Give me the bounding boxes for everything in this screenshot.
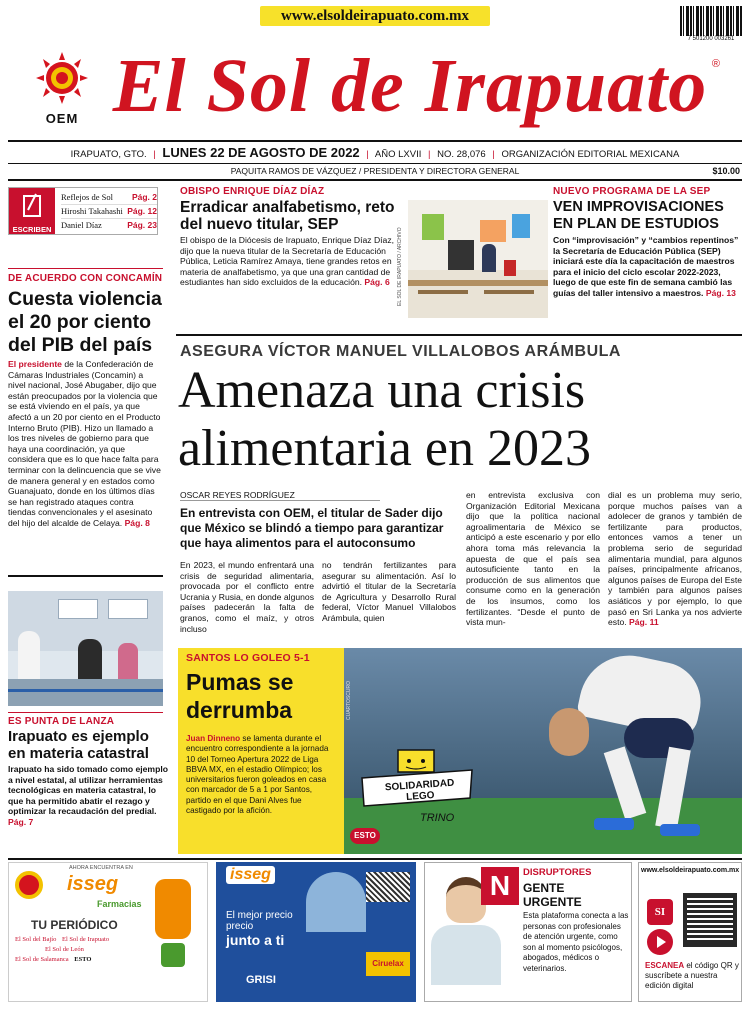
catastral-article[interactable] bbox=[8, 716, 168, 851]
director: PAQUITA RAMOS DE VÁZQUEZ / PRESIDENTA Y DIRECTORA GENERAL bbox=[230, 166, 520, 176]
url-text: www.elsoldeirapuato.com.mx bbox=[281, 8, 469, 24]
org: ORGANIZACIÓN EDITORIAL MEXICANA bbox=[501, 149, 680, 160]
obispo-kicker: OBISPO ENRIQUE DÍAZ DÍAZ bbox=[180, 186, 325, 197]
number: NO. 28,076 bbox=[437, 149, 486, 160]
esto-badge: ESTO bbox=[350, 828, 380, 844]
escriben-label: ESCRIBEN bbox=[12, 225, 52, 234]
qr-escanea: ESCANEA bbox=[645, 961, 685, 970]
mid-price: El mejor precio bbox=[226, 910, 293, 921]
paper-3: El Sol de Salamanca bbox=[15, 956, 69, 963]
sep-article[interactable] bbox=[553, 186, 743, 326]
cartoon-signature: TRINO bbox=[420, 812, 455, 824]
masthead-title: El Sol de Irapuato bbox=[112, 44, 708, 128]
mid-junto: junto a ti bbox=[226, 932, 285, 948]
escriben-badge bbox=[9, 188, 55, 234]
main-kicker: ASEGURA VÍCTOR MANUEL VILLALOBOS ARÁMBULA bbox=[180, 343, 621, 360]
disruptores-title: GENTE URGENTE bbox=[523, 881, 582, 909]
pumas-title: Pumas se derrumba bbox=[186, 669, 294, 723]
soccer-photo-credit: CUARTOSCURO bbox=[346, 681, 352, 720]
disruptores-box[interactable] bbox=[424, 862, 632, 1002]
violencia-body: de la Confederación de Cámaras Industriales (Concamin) a nivel nacional, José Abugaber, dijo que están preocupados por la violencia que se está viviendo en el país, ya que afectó a un 20 por ciento en el Producto Interno Bruto (PIB). Hizo un llamado a los tres niveles de gobierno para que haya una coordinación, ya que considera que es lo que hace falta para terminar con la delincuencia que se vive de manera general y en estados como Guanajuato, donde en los últimos días se han registrado ataques contra tiendas convencionales y el asesinato del hijo del alcalde de Celaya. bbox=[8, 359, 161, 528]
disruptores-body: Esta plataforma conecta a las personas con profesionales de atención urgente, como son al momento psicólogos, abogados, médicos o veterinarios. bbox=[523, 911, 629, 973]
sep-title: VEN IMPROVISACIONES EN PLAN DE ESTUDIOS bbox=[553, 199, 724, 232]
main-page: Pág. 11 bbox=[629, 617, 659, 628]
pumas-lead: Juan Dinneno bbox=[186, 734, 241, 743]
escriben-row[interactable]: Hiroshi Takahashi Pág. 12 bbox=[61, 205, 157, 219]
violencia-article[interactable] bbox=[8, 273, 163, 578]
pumas-kicker: SANTOS LO GOLEO 5-1 bbox=[186, 652, 310, 664]
oem-logo bbox=[32, 50, 92, 126]
sep-kicker: NUEVO PROGRAMA DE LA SEP bbox=[553, 186, 711, 197]
violencia-page: Pág. 8 bbox=[124, 517, 150, 528]
mid-grisi: GRISI bbox=[246, 974, 276, 986]
mascot-figure bbox=[155, 879, 191, 989]
isseg-brand: isseg bbox=[67, 873, 119, 895]
catastral-kicker: ES PUNTA DE LANZA bbox=[8, 716, 115, 727]
classroom-photo bbox=[408, 200, 548, 318]
violencia-lead: El presidente bbox=[8, 359, 62, 369]
paper-4: ESTO bbox=[74, 956, 92, 963]
paper-1: El Sol de Irapuato bbox=[61, 936, 110, 943]
pen-icon bbox=[9, 188, 55, 222]
price: $10.00 bbox=[712, 166, 740, 176]
main-col-4-wrap bbox=[608, 490, 742, 628]
tu-periodico: TU PERIÓDICO bbox=[31, 918, 118, 932]
url-banner[interactable] bbox=[260, 6, 490, 26]
qr-url: www.elsoldeirapuato.com.mx bbox=[641, 867, 740, 874]
violencia-kicker: DE ACUERDO CON CONCAMÍN bbox=[8, 273, 163, 284]
sun-icon bbox=[15, 871, 43, 899]
qr-small bbox=[366, 872, 410, 902]
oem-text: OEM bbox=[45, 111, 79, 126]
qr-code[interactable] bbox=[683, 893, 737, 947]
escriben-row[interactable]: Reflejos de Sol Pág. 2 bbox=[61, 191, 157, 205]
city: IRAPUATO, GTO. bbox=[70, 149, 147, 160]
pumas-box[interactable] bbox=[178, 648, 344, 854]
main-headline: Amenaza una crisis alimentaria en 2023 bbox=[178, 362, 591, 477]
mid-brand: isseg bbox=[226, 866, 275, 884]
n-logo: N bbox=[481, 867, 519, 905]
sep-body: Con “improvisación” y “cambios repentinos” la Secretaría de Educación Pública (SEP) iniciará este día la capacitación de maestros para el inicio del ciclo escolar 2022-2023, luego de que este fin de semana cambió las guías del taller intensivo a maestros. bbox=[553, 235, 739, 298]
director-line bbox=[8, 165, 742, 178]
registered-mark: ® bbox=[711, 58, 720, 70]
mid-precio: precio bbox=[226, 921, 254, 932]
pumas-body: se lamenta durante el encuentro correspondiente a la jornada 10 del Torneo Apertura 2022 de Liga BBVA MX, en el estadio Olímpico; los universitarios fueron goleados en casa con marcador de 5 a 1 por Santos, partido en el que Dani Alves fue castigado por la afición. bbox=[186, 734, 329, 816]
catastral-body: Irapuato ha sido tomado como ejemplo a nivel estatal, al utilizar herramientas tecnológicas en materia catastral, lo que ha permitido abatir el rezago y optimizar la recaudación del predial. bbox=[8, 764, 168, 817]
obispo-title: Erradicar analfabetismo, reto del nuevo titular, SEP bbox=[180, 199, 395, 233]
sun-logo-small: SI bbox=[647, 899, 673, 925]
paper-2: El Sol de León bbox=[45, 946, 84, 953]
cartoon-text: SOLIDARIDAD LEGO bbox=[384, 777, 455, 803]
year: AÑO LXVII bbox=[374, 149, 422, 160]
qr-promo[interactable] bbox=[638, 862, 742, 1002]
masthead bbox=[100, 40, 720, 132]
isseg-sub: Farmacias bbox=[97, 899, 142, 909]
main-deck: En entrevista con OEM, el titular de Sader dijo que México se blindó a tiempo para garantizar que haya alimentos para el autoconsumo bbox=[180, 506, 444, 550]
main-col-4: dial es un problema muy serio, porque muchos países van a adolecer de granos y también de fertilizante para productos, entonces vamos a tener un problema serio de seguridad alimentaria mundial, para algunos países, principalmente africanos, algunos países de Europa del Este y también para algunos países asiáticos y por ejemplo, lo que pasó en Sri Lanka ya nos advierte esto. bbox=[608, 490, 742, 628]
main-col-3: en entrevista exclusiva con Organización Editorial Mexicana dijo que la política nacional agroalimentaria de México se anticipó a este escenario y por ello ahora toma más relevancia la apuesta de que el país sea autosuficiente tanto en la producción de sus alimentos que consume como en la generación de los insumos, como los fertilizantes. “Desde el punto de vista mun- bbox=[466, 490, 600, 628]
play-icon bbox=[647, 929, 673, 955]
main-byline: OSCAR REYES RODRÍGUEZ bbox=[180, 490, 380, 501]
escriben-row[interactable]: Daniel Díaz Pág. 23 bbox=[61, 220, 157, 230]
catastro-photo bbox=[8, 591, 163, 706]
obispo-page: Pág. 6 bbox=[364, 277, 390, 288]
barcode bbox=[680, 6, 742, 44]
mid-product: Ciruelax bbox=[366, 952, 410, 976]
obispo-body: El obispo de la Diócesis de Irapuato, Enrique Díaz Díaz, dijo que la nueva titular de la Secretaría de Educación Pública, Leticia Ramírez Amaya, tiene grandes retos en materia de analfabetismo, ya que una gran cantidad de estudiantes han sido excluidos de la educación. bbox=[180, 235, 395, 288]
main-col-1: En 2023, el mundo enfrentará una crisis de seguridad alimentaria, provocada por el conflicto entre Ucrania y Rusia, en donde algunos países padecerán la falta de granos, como el maíz, y otros incluso bbox=[180, 560, 314, 634]
qr-text: el código QR y suscríbete a nuestra edición digital bbox=[645, 961, 739, 990]
isseg-top: AHORA ENCUENTRA EN bbox=[69, 865, 133, 871]
catastral-title: Irapuato es ejemplo en materia catastral bbox=[8, 728, 149, 762]
pharmacy-ad[interactable] bbox=[216, 862, 416, 1002]
disruptores-kicker: DISRUPTORES bbox=[523, 867, 592, 878]
catastral-page: Pág. 7 bbox=[8, 816, 34, 827]
isseg-ad[interactable] bbox=[8, 862, 208, 1002]
paper-0: El Sol del Bajío bbox=[15, 936, 57, 943]
violencia-title: Cuesta violencia el 20 por ciento del PIB del país bbox=[8, 288, 162, 356]
obispo-photo-credit: EL SOL DE IRAPUATO / ARCHIVO bbox=[397, 227, 403, 306]
dateline: IRAPUATO, GTO. | LUNES 22 DE AGOSTO DE 2022 | AÑO LXVII | NO. 28,076 | ORGANIZACIÓN EDITORIAL MEXICANA bbox=[70, 145, 680, 160]
sep-page: Pág. 13 bbox=[705, 287, 736, 298]
date: LUNES 22 DE AGOSTO DE 2022 bbox=[162, 145, 360, 160]
barcode-number: 7 501200 003261 bbox=[687, 36, 735, 42]
obispo-article[interactable] bbox=[180, 186, 405, 326]
escriben-box bbox=[8, 187, 158, 235]
main-col-2: no tendrán fertilizantes para asegurar su alimentación. Así lo advirtió el titular de la Secretaría de Agricultura y Desarrollo Rural federal, Víctor Manuel Villalobos Arámbula, quien bbox=[322, 560, 456, 623]
